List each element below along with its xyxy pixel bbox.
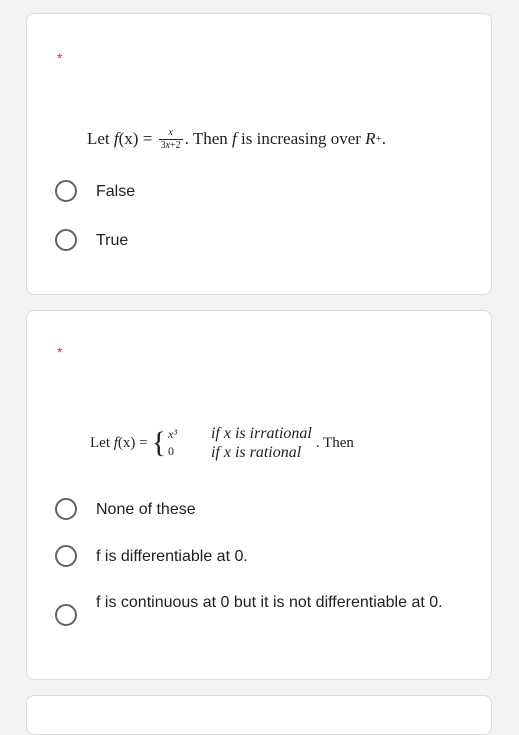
q1-fraction bbox=[159, 128, 183, 151]
question-2-text bbox=[90, 421, 354, 465]
q2-brace: { bbox=[151, 426, 167, 459]
q2-then: . Then bbox=[315, 434, 354, 451]
q1-R: R bbox=[365, 129, 376, 148]
q2-conditions bbox=[211, 424, 312, 462]
q2-cases bbox=[168, 426, 177, 460]
radio-button[interactable] bbox=[55, 545, 77, 567]
q1-f2: f bbox=[232, 129, 237, 148]
q1-let: Let bbox=[87, 129, 110, 148]
option-none-of-these[interactable] bbox=[55, 498, 196, 522]
option-false[interactable] bbox=[55, 180, 135, 204]
q1-den-x: x bbox=[165, 139, 171, 151]
option-true[interactable] bbox=[55, 229, 128, 253]
q1-f: f bbox=[113, 129, 119, 148]
required-asterisk: * bbox=[57, 50, 63, 66]
q1-end: . bbox=[381, 129, 387, 148]
q1-denominator bbox=[159, 139, 183, 151]
q2-let: Let bbox=[90, 434, 110, 451]
option-label[interactable]: f is continuous at 0 but it is not differentiable at 0. bbox=[96, 594, 443, 611]
question-card-2 bbox=[26, 310, 492, 680]
q2-cond-1: if x is irrational bbox=[210, 425, 312, 442]
q1-den-b: +2 bbox=[170, 139, 181, 151]
q1-numerator: x bbox=[168, 126, 173, 138]
option-continuous-not-differentiable[interactable] bbox=[55, 591, 456, 626]
radio-button[interactable] bbox=[55, 180, 77, 202]
q2-x-open: (x) = bbox=[117, 434, 148, 451]
q2-case-2: 0 bbox=[168, 444, 175, 458]
option-label[interactable]: False bbox=[96, 183, 136, 200]
q2-f: f bbox=[113, 434, 118, 451]
q1-x-open: (x) = bbox=[118, 129, 153, 148]
radio-button[interactable] bbox=[55, 604, 77, 626]
option-differentiable[interactable] bbox=[55, 545, 248, 569]
option-label[interactable]: True bbox=[96, 232, 129, 249]
q2-cond-2: if x is rational bbox=[210, 444, 302, 461]
option-label[interactable]: None of these bbox=[96, 501, 196, 518]
q1-den-a: 3 bbox=[160, 139, 166, 151]
question-card-1 bbox=[26, 13, 492, 295]
question-1-text bbox=[87, 124, 386, 154]
radio-button[interactable] bbox=[55, 498, 77, 520]
q1-sup: + bbox=[375, 133, 382, 145]
question-card-3 bbox=[26, 695, 492, 735]
radio-button[interactable] bbox=[55, 229, 77, 251]
required-asterisk: * bbox=[57, 344, 63, 360]
q2-case-1: x³ bbox=[168, 427, 177, 441]
option-label[interactable]: f is differentiable at 0. bbox=[96, 548, 248, 565]
q1-after-frac: . Then bbox=[184, 129, 228, 148]
q1-is-increasing: is increasing over bbox=[241, 129, 361, 148]
